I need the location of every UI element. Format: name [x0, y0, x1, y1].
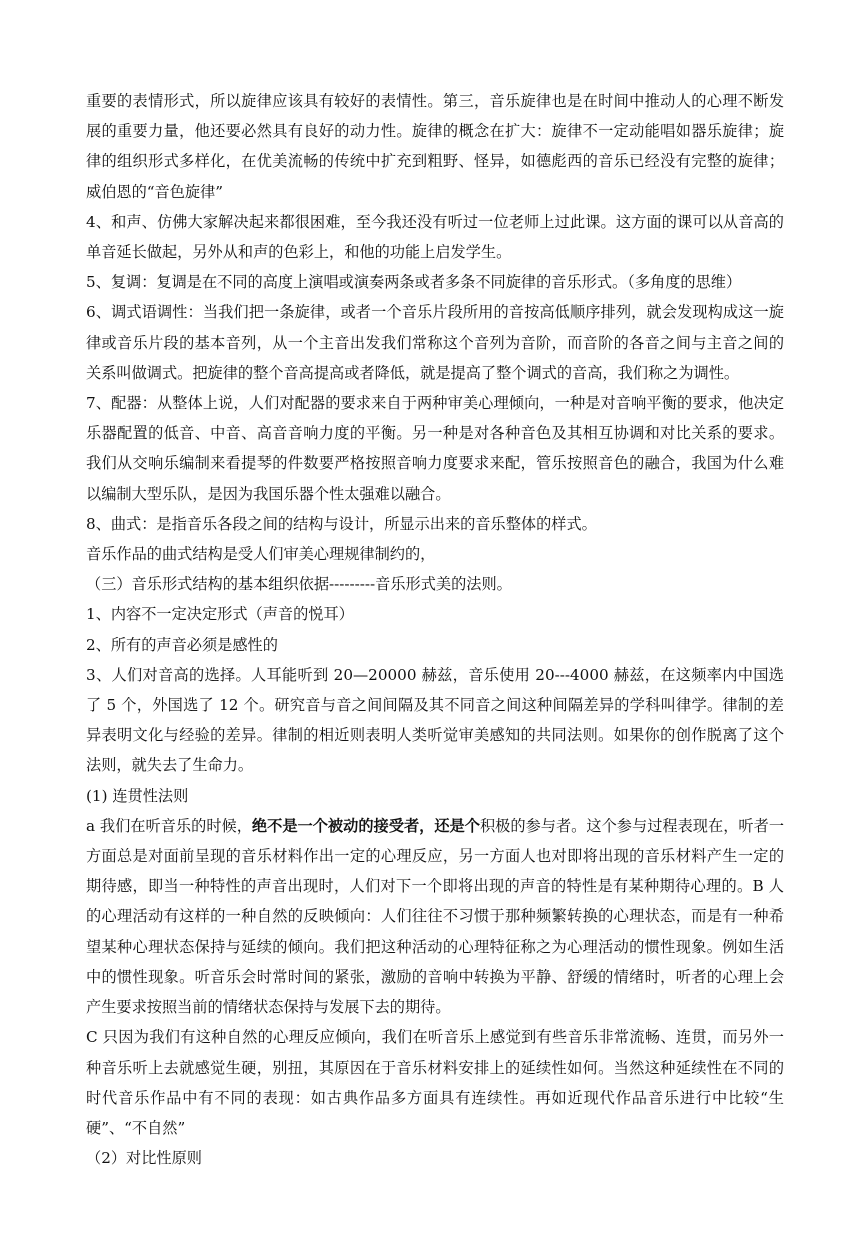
paragraph-a-bold: 绝不是一个被动的接受者，还是个 — [251, 816, 480, 835]
paragraph-c: C 只因为我们有这种自然的心理反应倾向，我们在听音乐上感觉到有些音乐非常流畅、连贯，而另外一种音乐听上去就感觉生硬，别扭，其原因在于音乐材料安排上的延续性如何。当然这种延续性在不同的时代音乐作品中有不同的表现：如古典作品多方面具有连续性。再如近现代作品音乐进行中比较“生硬”、“不自然” — [86, 1028, 784, 1137]
subheading-continuity: (1) 连贯性法则 — [86, 786, 189, 805]
paragraph-form-structure: 音乐作品的曲式结构是受人们审美心理规律制约的， — [86, 545, 436, 564]
paragraph-a-post: 积极的参与者。这个参与过程表现在，听者一方面总是对面前呈现的音乐材料作出一定的心理反应，另一方面人也对即将出现的音乐材料产生一定的期待感，即当一种特性的声音出现时，人们对下一个即将出现的声音的特性是有某种期待心理的。B 人的心理活动有这样的一种自然的反映倾向：人们往往不习惯于那种频繁转换的心理状态，而是有一种希望某种心理状态保持与延续的倾向。我们把这种活动的心理特征称之为心理活动的惯性现象。例如生活中的惯性现象。听音乐会时常时间的紧张，激励的音响中转换为平静、舒缓的情绪时，听者的心理上会产生要求按照当前的情绪状态保持与发展下去的期待。 — [86, 816, 785, 1017]
list-item-3: 3、人们对音高的选择。人耳能听到 20—20000 赫兹，音乐使用 20---4000 赫兹，在这频率内中国选了 5 个，外国选了 12 个。研究音与音之间间隔及其不同音之间这种间隔差异的学科叫律学。律制的差异表明文化与经验的差异。律制的相近则表明人类听觉审美感知的共同法则。如果你的创作脱离了这个法则，就失去了生命力。 — [86, 665, 784, 775]
paragraph-polyphony: 5、复调：复调是在不同的高度上演唱或演奏两条或者多条不同旋律的音乐形式。（多角度的思维） — [86, 273, 742, 292]
paragraph-melody: 重要的表情形式，所以旋律应该具有较好的表情性。第三，音乐旋律也是在时间中推动人的心理不断发展的重要力量，他还要必然具有良好的动力性。旋律的概念在扩大：旋律不一定动能唱如器乐旋律；旋律的组织形式多样化，在优美流畅的传统中扩充到粗野、怪异，如德彪西的音乐已经没有完整的旋律；威伯恩的“音色旋律” — [86, 92, 784, 201]
list-item-2: 2、所有的声音必须是感性的 — [86, 635, 278, 654]
list-item-1: 1、内容不一定决定形式（声音的悦耳） — [86, 605, 354, 624]
paragraph-harmony: 4、和声、仿佛大家解决起来都很困难，至今我还没有听过一位老师上过此课。这方面的课可以从音高的单音延长做起，另外从和声的色彩上，和他的功能上启发学生。 — [86, 212, 784, 262]
section-heading-three: （三）音乐形式结构的基本组织依据---------音乐形式美的法则。 — [86, 575, 512, 594]
paragraph-form: 8、曲式：是指音乐各段之间的结构与设计，所显示出来的音乐整体的样式。 — [86, 514, 597, 533]
paragraph-orchestration: 7、配器：从整体上说，人们对配器的要求来自于两种审美心理倾向，一种是对音响平衡的要求，他决定乐器配置的低音、中音、高音音响力度的平衡。另一种是对各种音色及其相互协调和对比关系的要求。我们从交响乐编制来看提琴的件数要严格按照音响力度要求来配，管乐按照音色的融合，我国为什么难以编制大型乐队，是因为我国乐器个性太强难以融合。 — [86, 394, 784, 503]
paragraph-mode-tonality: 6、调式语调性：当我们把一条旋律，或者一个音乐片段所用的音按高低顺序排列，就会发现构成这一旋律或音乐片段的基本音列，从一个主音出发我们常称这个音列为音阶，而音阶的各音之间与主音之间的关系叫做调式。把旋律的整个音高提高或者降低，就是提高了整个调式的音高，我们称之为调性。 — [86, 303, 784, 382]
paragraph-a — [86, 811, 784, 1022]
subheading-contrast: （2）对比性原则 — [86, 1149, 202, 1168]
paragraph-a-pre: a 我们在听音乐的时候， — [86, 816, 252, 835]
